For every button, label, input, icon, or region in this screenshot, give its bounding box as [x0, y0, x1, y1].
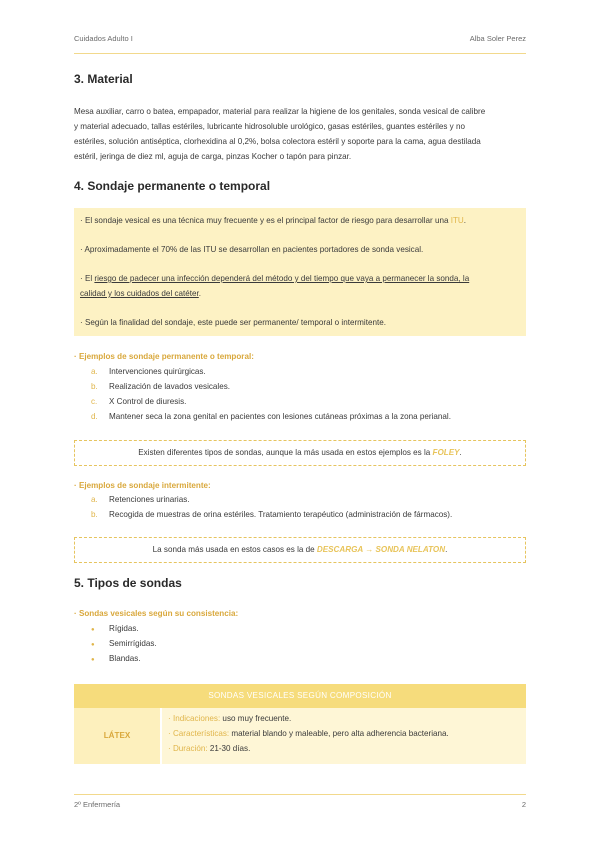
- table-header: SONDAS VESICALES SEGÚN COMPOSICIÓN: [74, 684, 526, 708]
- header-divider: [74, 53, 526, 54]
- footer-course: 2º Enfermería: [74, 800, 121, 809]
- section-3-line-3: estériles, solución antiséptica, clorhexidina al 0,2%, bolsa colectora estéril y soporte para la cama, agua destilada: [74, 137, 481, 146]
- list-item: a. Retenciones urinarias.: [91, 495, 190, 504]
- highlight-line-2: · Aproximadamente el 70% de las ITU se desarrollan en pacientes portadores de sonda vesical.: [80, 245, 424, 254]
- highlight-line-4: · Según la finalidad del sondaje, este puede ser permanente/ temporal o intermitente.: [80, 318, 386, 327]
- bullet-icon: ●: [91, 642, 95, 648]
- composition-table: [74, 684, 526, 764]
- highlight-box: [74, 208, 526, 336]
- table-detail-line: · Indicaciones: uso muy frecuente.: [168, 714, 292, 723]
- list-item: ● Semirrígidas.: [91, 639, 157, 648]
- table-row-details: [162, 708, 526, 764]
- itu-keyword: ITU: [450, 216, 464, 225]
- section-3-line-1: Mesa auxiliar, carro o batea, empapador, material para realizar la higiene de los genitales, sonda vesical de calibre: [74, 107, 486, 116]
- list-item: ● Rígidas.: [91, 624, 139, 633]
- list-item: a. Intervenciones quirúrgicas.: [91, 367, 206, 376]
- section-4-title: 4. Sondaje permanente o temporal: [74, 179, 271, 193]
- page-number: 2: [521, 800, 526, 809]
- examples-intermittent-title: · Ejemplos de sondaje intermitente:: [74, 481, 211, 490]
- table-detail-line: · Duración: 21-30 días.: [168, 744, 251, 753]
- highlight-line-3: · El riesgo de padecer una infección dependerá del método y del tiempo que vaya a permanecer la sonda, la: [80, 274, 470, 283]
- table-row-label: LÁTEX: [74, 708, 160, 764]
- list-item: c. X Control de diuresis.: [91, 397, 187, 406]
- highlight-line-1: · El sondaje vesical es una técnica muy frecuente y es el principal factor de riesgo para desarrollar una ITU.: [80, 216, 467, 225]
- page-header: [74, 34, 526, 48]
- table-detail-line: · Características: material blando y maleable, pero alta adherencia bacteriana.: [168, 729, 449, 738]
- highlight-line-3b: calidad y los cuidados del catéter.: [80, 289, 202, 298]
- section-5-title: 5. Tipos de sondas: [74, 576, 182, 590]
- section-3-title: 3. Material: [74, 72, 133, 86]
- section-3-line-2: y material adecuado, tallas estériles, lubricante hidrosoluble urológico, gasas estériles, guantes estériles y no: [74, 122, 465, 131]
- footer-divider: [74, 794, 526, 795]
- list-item: ● Blandas.: [91, 654, 141, 663]
- examples-permanent-title: · Ejemplos de sondaje permanente o temporal:: [74, 352, 254, 361]
- header-course: Cuidados Adulto I: [74, 34, 133, 43]
- foley-note: Existen diferentes tipos de sondas, aunque la más usada en estos ejemplos es la FOLEY.: [74, 440, 526, 466]
- bullet-icon: ●: [91, 627, 95, 633]
- list-item: b. Realización de lavados vesicales.: [91, 382, 231, 391]
- consistency-title: · Sondas vesicales según su consistencia:: [74, 609, 239, 618]
- list-item: d. Mantener seca la zona genital en pacientes con lesiones cutáneas próximas a la zona perianal.: [91, 412, 451, 421]
- header-author: Alba Soler Perez: [469, 34, 526, 43]
- section-3-line-4: estéril, jeringa de diez ml, aguja de carga, pinzas Kocher o tapón para pinzar.: [74, 152, 352, 161]
- list-item: b. Recogida de muestras de orina estériles. Tratamiento terapéutico (administración de fármacos).: [91, 510, 453, 519]
- bullet-icon: ●: [91, 657, 95, 663]
- nelaton-note: La sonda más usada en estos casos es la de DESCARGA → SONDA NELATON.: [74, 537, 526, 563]
